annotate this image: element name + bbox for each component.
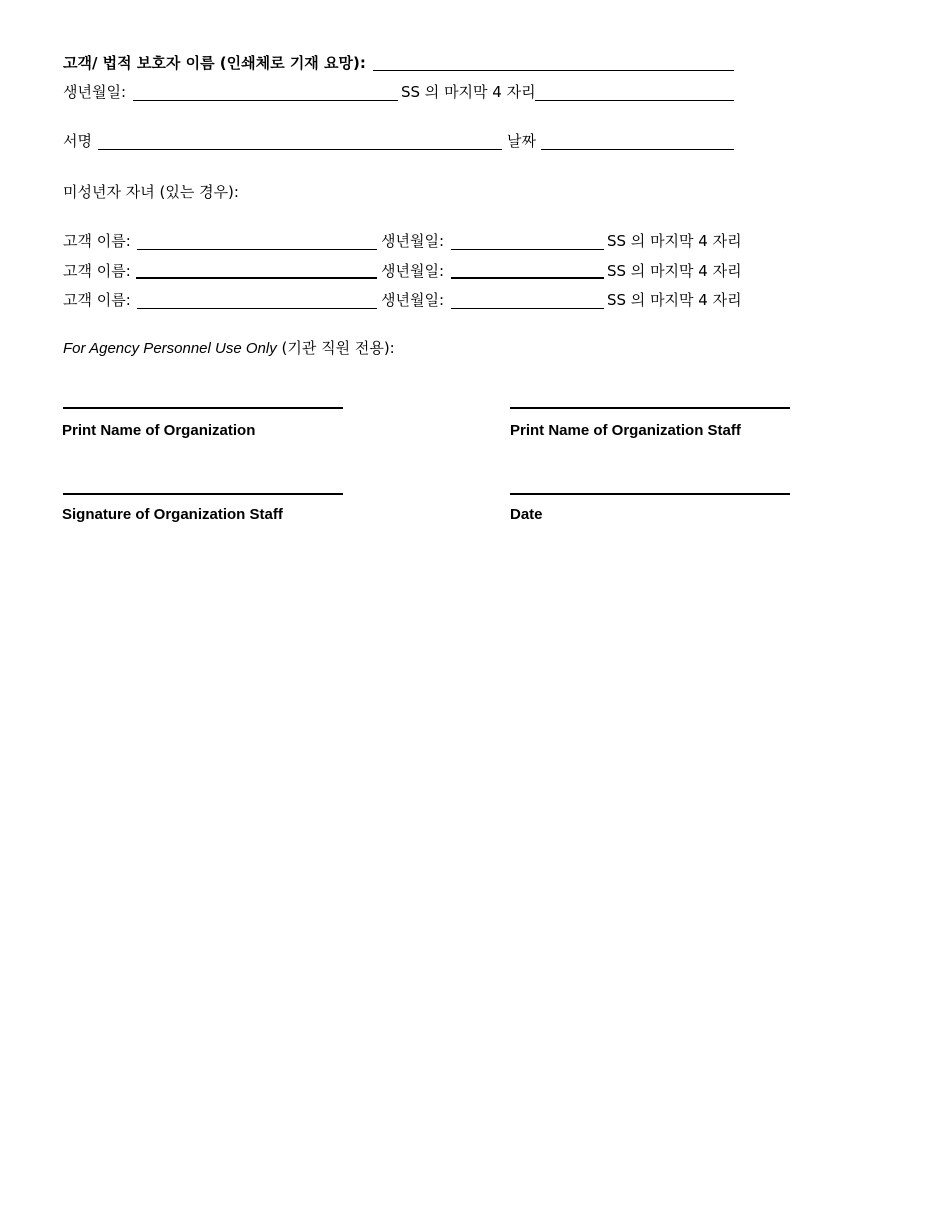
- minor-3-name-label: 고객 이름:: [63, 291, 131, 309]
- agency-heading-rest: (기관 직원 전용):: [281, 339, 395, 357]
- minor-1-ss-label: SS 의 마지막 4 자리: [607, 232, 742, 250]
- agency-date-caption: Date: [510, 506, 543, 523]
- minor-3-ss-label: SS 의 마지막 4 자리: [607, 291, 742, 309]
- minors-heading: 미성년자 자녀 (있는 경우):: [63, 183, 239, 201]
- minor-2-name-input-line[interactable]: [136, 277, 377, 279]
- client-dob-input-line[interactable]: [133, 100, 398, 101]
- client-signature-label: 서명: [63, 132, 92, 150]
- agency-heading-italic: For Agency Personnel Use Only: [63, 340, 277, 357]
- minor-1-dob-input-line[interactable]: [451, 249, 604, 250]
- client-ss-label: SS 의 마지막 4 자리: [401, 83, 536, 101]
- client-date-label: 날짜: [507, 132, 536, 150]
- staff-name-caption: Print Name of Organization Staff: [510, 422, 741, 439]
- minor-2-dob-label: 생년월일:: [381, 262, 445, 280]
- client-date-input-line[interactable]: [541, 149, 734, 150]
- agency-heading: [63, 339, 395, 358]
- client-name-label: 고객/ 법적 보호자 이름 (인쇄체로 기재 요망):: [63, 54, 366, 72]
- minor-2-ss-label: SS 의 마지막 4 자리: [607, 262, 742, 280]
- client-name-input-line[interactable]: [373, 70, 734, 71]
- minor-2-name-label: 고객 이름:: [63, 262, 131, 280]
- minor-1-name-input-line[interactable]: [137, 249, 377, 250]
- client-ss-input-line[interactable]: [535, 100, 734, 101]
- staff-signature-caption: Signature of Organization Staff: [62, 506, 283, 523]
- staff-signature-line[interactable]: [63, 493, 343, 495]
- minor-3-name-input-line[interactable]: [137, 308, 377, 309]
- minor-2-dob-input-line[interactable]: [451, 277, 604, 279]
- minor-3-dob-input-line[interactable]: [451, 308, 604, 309]
- minor-1-dob-label: 생년월일:: [381, 232, 445, 250]
- org-name-caption: Print Name of Organization: [62, 422, 256, 439]
- org-name-line[interactable]: [63, 407, 343, 409]
- minor-1-name-label: 고객 이름:: [63, 232, 131, 250]
- minor-3-dob-label: 생년월일:: [381, 291, 445, 309]
- agency-date-line[interactable]: [510, 493, 790, 495]
- client-signature-input-line[interactable]: [98, 149, 502, 150]
- staff-name-line[interactable]: [510, 407, 790, 409]
- client-dob-label: 생년월일:: [63, 83, 127, 101]
